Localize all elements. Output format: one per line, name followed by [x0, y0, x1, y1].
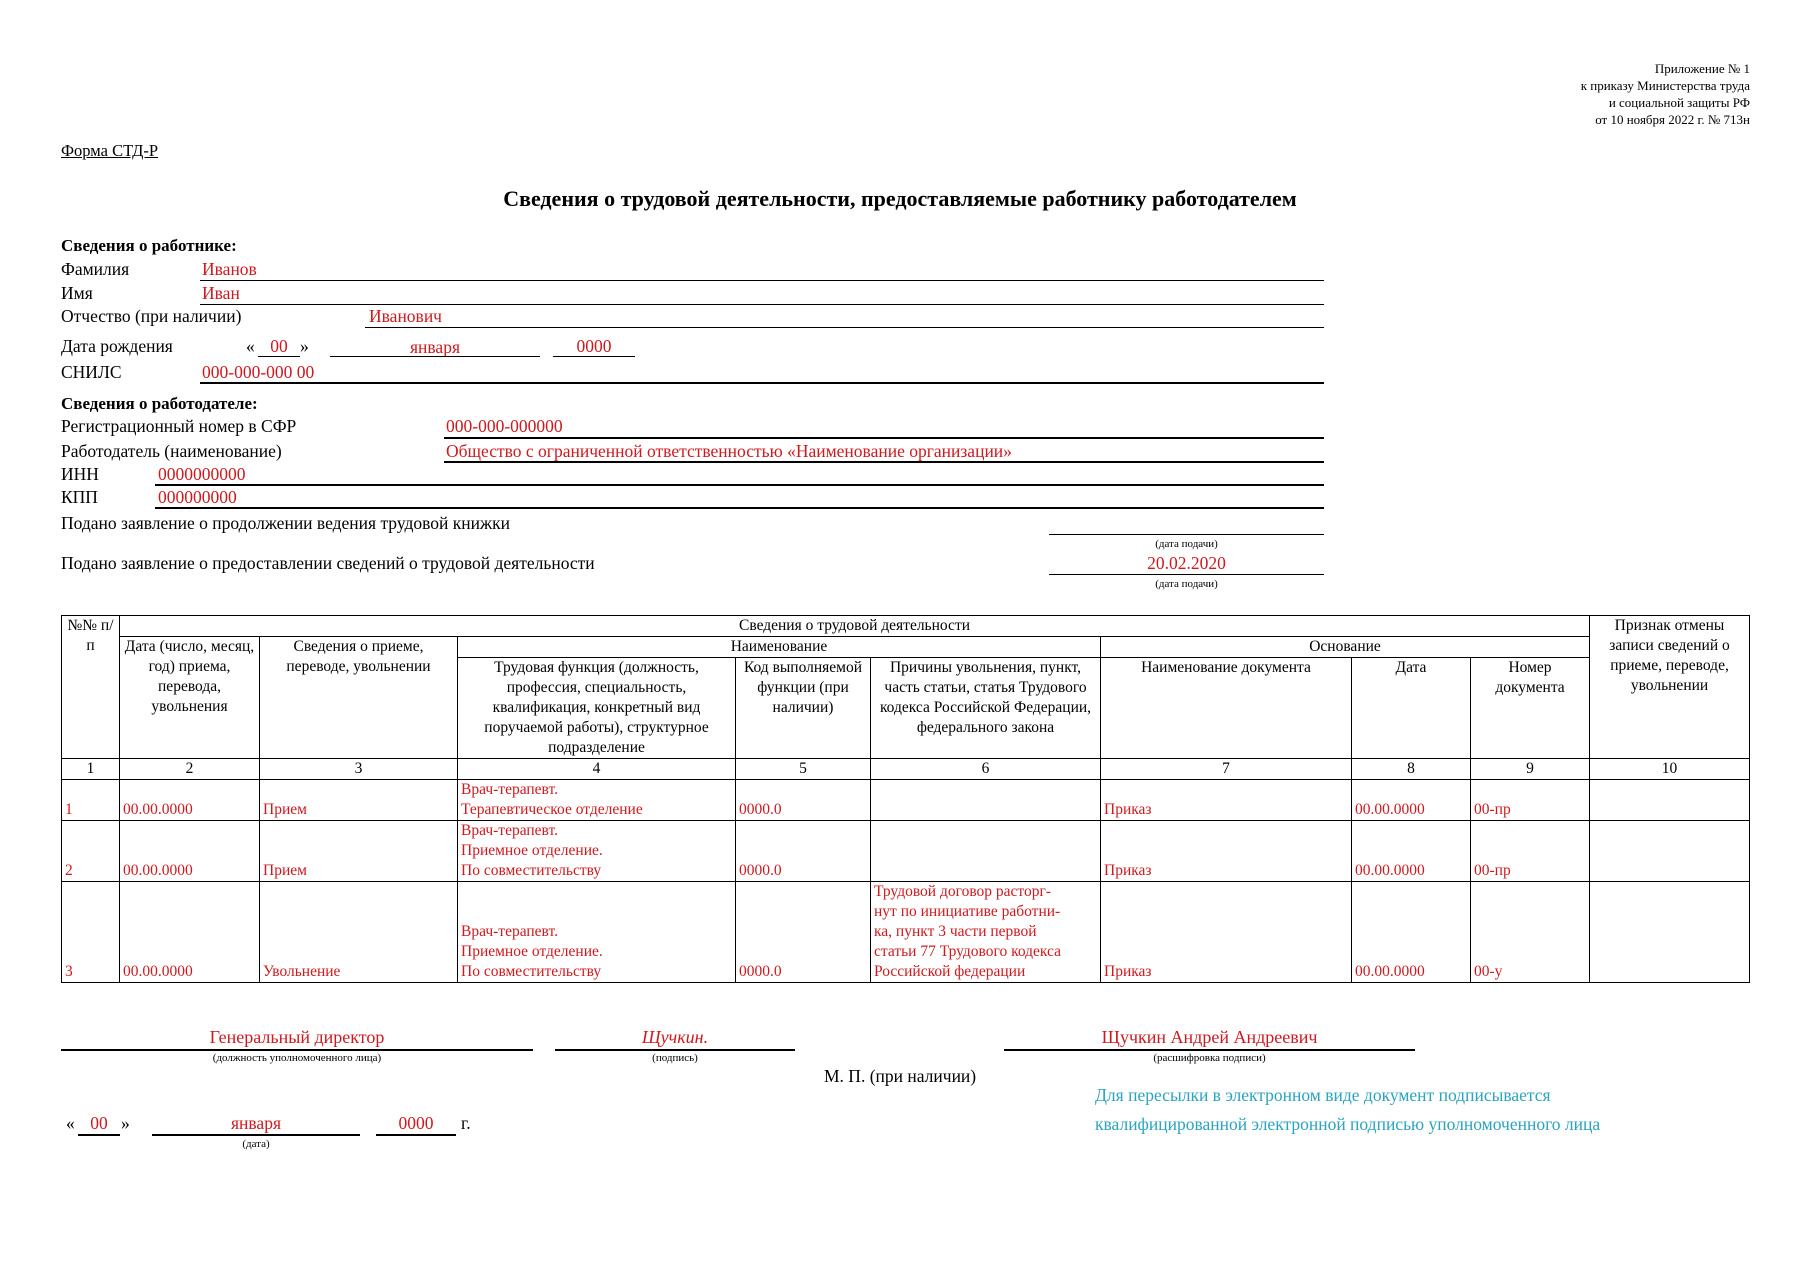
employer-heading: Сведения о работодателе:: [61, 394, 258, 413]
row-function: Врач-терапевт. Приемное отделение. По совместительству: [458, 882, 736, 983]
row-doc-date: 00.00.0000: [1352, 780, 1471, 821]
col-num: 3: [260, 759, 458, 780]
employer-name-label: Работодатель (наименование): [61, 441, 282, 461]
header-function: Трудовая функция (должность, профессия, специальность, квалификация, конкретный вид поручаемой работы), структурное подразделение: [458, 658, 736, 759]
surname-value: Иванов: [202, 259, 257, 279]
continue-date-caption: (дата подачи): [1155, 538, 1218, 550]
dob-day-open-quote: «: [246, 336, 255, 356]
inn-line: [155, 484, 1324, 486]
signature-line: [555, 1049, 795, 1051]
row-doc-num: 00-пр: [1471, 780, 1590, 821]
patronymic-value: Иванович: [369, 306, 442, 326]
page-title: Сведения о трудовой деятельности, предоставляемые работнику работодателем: [503, 186, 1297, 211]
header-docname: Наименование документа: [1101, 658, 1352, 759]
row-cancel: [1590, 821, 1750, 882]
header-docnum: Номер документа: [1471, 658, 1590, 759]
header-cancel: Признак отмены записи сведений о приеме, переводе, увольнении: [1590, 616, 1750, 759]
employer-name-line: [444, 461, 1324, 463]
sign-day-open-quote: «: [66, 1113, 75, 1133]
row-date: 00.00.0000: [120, 882, 260, 983]
col-num: 8: [1352, 759, 1471, 780]
row-doc-num: 00-пр: [1471, 821, 1590, 882]
reg-line: [444, 437, 1324, 439]
row-reason: [871, 821, 1101, 882]
row-cancel: [1590, 780, 1750, 821]
inn-label: ИНН: [61, 464, 99, 484]
row-code: 0000.0: [736, 882, 871, 983]
col-num: 4: [458, 759, 736, 780]
continue-label: Подано заявление о продолжении ведения трудовой книжки: [61, 513, 510, 533]
form-code: Форма СТД-Р: [61, 141, 159, 160]
fullname-line: [1004, 1049, 1415, 1051]
row-number: 2: [62, 821, 120, 882]
table-row: [62, 821, 1750, 882]
row-doc: Приказ: [1101, 882, 1352, 983]
header-basis: Основание: [1101, 637, 1590, 658]
dob-month-line: [330, 356, 540, 357]
sign-month: января: [230, 1113, 281, 1133]
sign-year-line: [376, 1134, 456, 1136]
dob-label: Дата рождения: [61, 336, 173, 356]
header-code: Код выполняемой функции (при наличии): [736, 658, 871, 759]
provide-label: Подано заявление о предоставлении сведений о трудовой деятельности: [61, 553, 595, 573]
patronymic-line: [365, 327, 1324, 328]
inn-value: 0000000000: [158, 464, 246, 484]
dob-day-line: [258, 356, 300, 357]
name-value: Иван: [202, 283, 240, 303]
row-doc-date: 00.00.0000: [1352, 821, 1471, 882]
sign-day-close-quote: »: [121, 1113, 130, 1133]
reg-label: Регистрационный номер в СФР: [61, 416, 297, 436]
col-num: 7: [1101, 759, 1352, 780]
signature-value: Щучкин.: [641, 1027, 709, 1047]
header-naming: Наименование: [458, 637, 1101, 658]
header-date: Дата (число, месяц, год) приема, перевода, увольнения: [120, 637, 260, 759]
sign-year: 0000: [398, 1113, 434, 1133]
position-line: [61, 1049, 533, 1051]
row-reason: [871, 780, 1101, 821]
kpp-value: 000000000: [158, 487, 237, 507]
header-num: №№ п/п: [62, 616, 120, 759]
snils-line: [200, 382, 1324, 384]
header-event: Сведения о приеме, переводе, увольнении: [260, 637, 458, 759]
annex-line-4: от 10 ноября 2022 г. № 713н: [1595, 112, 1750, 127]
row-function: Врач-терапевт. Приемное отделение. По совместительству: [458, 821, 736, 882]
fullname-caption: (расшифровка подписи): [1153, 1052, 1266, 1064]
dob-year-line: [553, 356, 635, 357]
row-cancel: [1590, 882, 1750, 983]
header-docdate: Дата: [1352, 658, 1471, 759]
provide-date: 20.02.2020: [1147, 553, 1226, 573]
row-doc-num: 00-у: [1471, 882, 1590, 983]
sign-day: 00: [90, 1113, 108, 1133]
col-num: 10: [1590, 759, 1750, 780]
annex-line-3: и социальной защиты РФ: [1608, 95, 1750, 110]
annex-block: [1581, 60, 1750, 128]
col-num: 5: [736, 759, 871, 780]
dob-day-close-quote: »: [300, 336, 309, 356]
annex-line-2: к приказу Министерства труда: [1580, 78, 1750, 93]
signatory-fullname: Щучкин Андрей Андреевич: [1101, 1027, 1318, 1047]
snils-value: 000-000-000 00: [202, 362, 315, 382]
name-label: Имя: [61, 283, 93, 303]
continue-date-line: [1049, 534, 1324, 535]
column-numbers-row: [62, 759, 1750, 780]
row-date: 00.00.0000: [120, 821, 260, 882]
dob-day: 00: [270, 336, 288, 356]
row-number: 1: [62, 780, 120, 821]
annex-line-1: Приложение № 1: [1654, 61, 1750, 76]
table-row: [62, 780, 1750, 821]
signatory-position: Генеральный директор: [209, 1027, 385, 1047]
row-event: Увольнение: [260, 882, 458, 983]
stamp-place: М. П. (при наличии): [824, 1066, 977, 1086]
reg-value: 000-000-000000: [446, 416, 563, 436]
sign-date-caption: (дата): [242, 1138, 270, 1150]
position-caption: (должность уполномоченного лица): [212, 1052, 382, 1064]
kpp-line: [155, 507, 1324, 509]
row-code: 0000.0: [736, 780, 871, 821]
row-doc: Приказ: [1101, 821, 1352, 882]
provide-date-caption: (дата подачи): [1155, 578, 1218, 590]
patronymic-label: Отчество (при наличии): [61, 306, 242, 326]
table-row: [62, 882, 1750, 983]
kpp-label: КПП: [61, 487, 98, 507]
row-function: Врач-терапевт. Терапевтическое отделение: [458, 780, 736, 821]
sign-month-line: [152, 1134, 360, 1136]
row-doc-date: 00.00.0000: [1352, 882, 1471, 983]
signature-caption: (подпись): [652, 1052, 698, 1064]
row-code: 0000.0: [736, 821, 871, 882]
col-num: 9: [1471, 759, 1590, 780]
row-number: 3: [62, 882, 120, 983]
header-reason: Причины увольнения, пункт, часть статьи, статья Трудового кодекса Российской Федерации, федерального закона: [871, 658, 1101, 759]
row-event: Прием: [260, 780, 458, 821]
header-info: Сведения о трудовой деятельности: [120, 616, 1590, 637]
snils-label: СНИЛС: [61, 362, 122, 382]
dob-year: 0000: [576, 336, 612, 356]
name-line: [200, 304, 1324, 305]
employment-table: [61, 615, 1750, 983]
electronic-signature-note: Для пересылки в электронном виде документ подписывается квалифицированной электронной подписью уполномоченного лица: [1095, 1085, 1601, 1134]
dob-month: января: [409, 337, 460, 357]
row-date: 00.00.0000: [120, 780, 260, 821]
surname-label: Фамилия: [61, 259, 130, 279]
provide-date-line: [1049, 574, 1324, 575]
sign-day-line: [78, 1134, 120, 1136]
col-num: 2: [120, 759, 260, 780]
col-num: 1: [62, 759, 120, 780]
row-event: Прием: [260, 821, 458, 882]
sign-year-suffix: г.: [461, 1113, 471, 1133]
surname-line: [200, 280, 1324, 281]
row-doc: Приказ: [1101, 780, 1352, 821]
employee-heading: Сведения о работнике:: [61, 236, 237, 255]
employer-name-value: Общество с ограниченной ответственностью «Наименование организации»: [446, 441, 1012, 461]
row-reason: Трудовой договор расторг- нут по инициативе работни- ка, пункт 3 части первой статьи 77 Трудового кодекса Российской федерации: [871, 882, 1101, 983]
col-num: 6: [871, 759, 1101, 780]
